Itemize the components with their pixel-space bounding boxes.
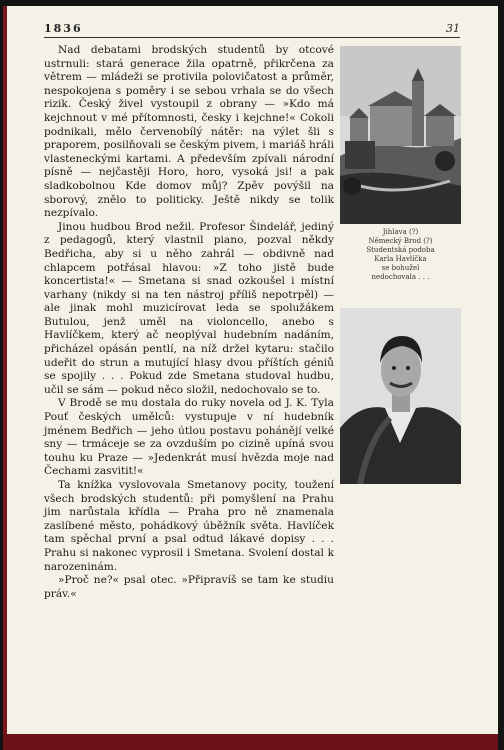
caption-line: nedochovala . . . — [371, 273, 430, 281]
body-text — [44, 44, 334, 601]
town-engraving-image — [340, 46, 461, 224]
book-cover-edge — [3, 734, 498, 750]
header-year: 1836 — [44, 22, 83, 35]
caption-line: se bohužel — [381, 264, 420, 272]
page-number: 31 — [446, 22, 460, 35]
running-header — [44, 22, 460, 36]
paragraph: Nad debatami brodských studentů by otcové ustrnuli: stará generace žila opatrně, přikrčena za větrem — mládeži se protivila polovičatost a průměr, nespokojena s poměry i se sebou vrhala se do všech rizik. Český živel vystoupil z obrany — »Kdo má kejchnout v mé přítomnosti, česky i kejchne!« Cokoli podnikali, mělo červenobílý nátěr: na výlet šli s praporem, posilňovali se českým pivem, i mariáš hráli vlasteneckými kartami. A především zpívali národní písně — nejčastěji Horo, horo, vysoká jsi! a pak sladkobolnou Kde domov můj? Zpěv povýšil na sborový, znělo to politicky. Ještě nikdy se tolik nezpívalo. — [44, 44, 334, 220]
caption-line: Studentská podoba — [366, 246, 435, 254]
caption-line: Německý Brod (?) — [368, 237, 433, 245]
caption-line: Karla Havlíčka — [374, 255, 427, 263]
image-caption — [340, 228, 461, 282]
paragraph: »Proč ne?« psal otec. »Připravíš se tam ke studiu práv.« — [44, 574, 334, 600]
caption-line: Jihlava (?) — [382, 228, 419, 236]
paragraph: V Brodě se mu dostala do ruky novela od J. K. Tyla Pouť českých umělců: vystupuje v ní hudebník jménem Bedřich — jeho útlou postavu pohánějí velké sny — trmáceje se za ovzduším po cizině upíná svou touhu ku Praze — »Jedenkrát musí hvězda moje nad Čechami zasvitit!« — [44, 397, 334, 478]
portrait-image — [340, 308, 461, 484]
paragraph: Ta knížka vyslovovala Smetanovy pocity, toužení všech brodských studentů: při pomyšlení na Prahu jim narůstala křídla — Praha pro ně znamenala zaslíbené město, pohádkový úběžník světa. Havlíček tam spěchal první a psal odtud lákavé dopisy . . . Prahu si nakonec vyprosil i Smetana. Svolení dostal k narozeninám. — [44, 479, 334, 573]
paragraph: Jinou hudbou Brod nežil. Profesor Šindelář, jediný z pedagogů, který vlastnil piano, pozval někdy Bedřicha, aby si u něho zahrál — obdivně nad chlapcem potřásal hlavou: »Z toho jistě bude koncertista!« — Smetana si snad ozkoušel i místní varhany (nikdy si na ten nástroj příliš nepotrpěl) — ale jinak mohl muzicírovat leda se spolužákem Butulou, jenž uměl na violoncello, anebo s Havlíčkem, který ač neoplýval hudebním nadáním, přicházel opásán pentlí, na níž držel kytaru: stačilo udeřit do strun a mutující hlasy dvou příštích géniů se spojily . . . Pokud zde Smetana studoval hudbu, učil se sám — pokud něco složil, nedochovalo se to. — [44, 220, 334, 396]
header-rule — [44, 37, 460, 38]
